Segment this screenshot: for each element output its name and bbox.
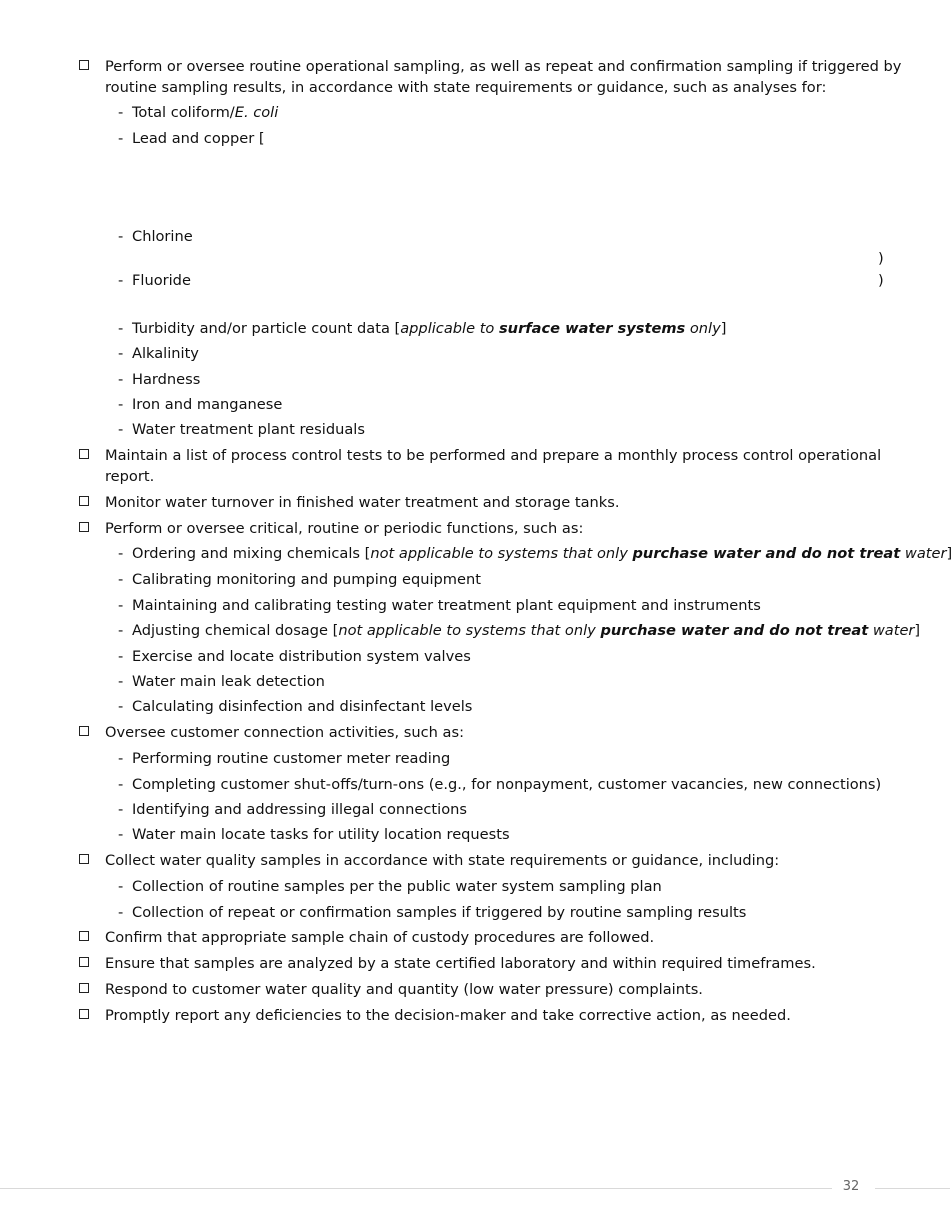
sub-item-alkalinity-text: Alkalinity bbox=[132, 345, 199, 362]
sub-item-illegal bbox=[118, 800, 467, 820]
sub-item-calibrating bbox=[118, 570, 481, 590]
sub-item-dosage bbox=[118, 621, 920, 641]
checkbox-customer-connection[interactable] bbox=[79, 726, 89, 736]
sub-item-repeat-samples bbox=[118, 903, 746, 923]
sub-item-maintaining-text: Maintaining and calibrating testing water treatment plant equipment and instruments bbox=[132, 597, 761, 614]
list-dash: - bbox=[118, 396, 124, 413]
list-dash: - bbox=[118, 673, 124, 690]
checkbox-custody[interactable] bbox=[79, 931, 89, 941]
checkbox-routine-sampling[interactable] bbox=[79, 60, 89, 70]
list-dash: - bbox=[118, 272, 124, 289]
item-lab: Ensure that samples are analyzed by a state certified laboratory and within required timeframes. bbox=[105, 955, 816, 972]
list-dash: - bbox=[118, 320, 124, 337]
list-dash: - bbox=[118, 421, 124, 438]
list-dash: - bbox=[118, 648, 124, 665]
sub-item-turbidity-bracket: ] bbox=[720, 320, 727, 337]
list-dash: - bbox=[118, 228, 124, 245]
item-process-control-line2: report. bbox=[105, 468, 155, 485]
footer-rule-left bbox=[0, 1188, 832, 1189]
sub-item-alkalinity bbox=[118, 344, 199, 364]
sub-item-dosage-note: not applicable to systems that only bbox=[338, 622, 601, 639]
sub-item-illegal-text: Identifying and addressing illegal connections bbox=[132, 801, 467, 818]
item-complaints: Respond to customer water quality and quantity (low water pressure) complaints. bbox=[105, 981, 703, 998]
sub-item-hardness-text: Hardness bbox=[132, 371, 201, 388]
list-dash: - bbox=[118, 371, 124, 388]
closing-paren: ) bbox=[878, 250, 884, 267]
item-deficiencies: Promptly report any deficiencies to the decision-maker and take corrective action, as needed. bbox=[105, 1007, 791, 1024]
sub-item-fluoride-text: Fluoride bbox=[132, 272, 191, 289]
sub-item-valves-text: Exercise and locate distribution system valves bbox=[132, 648, 471, 665]
sub-item-turbidity-emphasis: surface water systems bbox=[499, 320, 686, 337]
item-process-control-line1: Maintain a list of process control tests to be performed and prepare a monthly process control operational bbox=[105, 447, 882, 464]
list-dash: - bbox=[118, 904, 124, 921]
sub-item-chemicals bbox=[118, 544, 952, 564]
item-custody: Confirm that appropriate sample chain of custody procedures are followed. bbox=[105, 929, 655, 946]
sub-item-turbidity-note: applicable to bbox=[400, 320, 499, 337]
checkbox-collect-samples[interactable] bbox=[79, 854, 89, 864]
sub-item-dosage-note-end: water bbox=[868, 622, 915, 639]
sub-item-maintaining bbox=[118, 596, 761, 616]
item-turnover: Monitor water turnover in finished water treatment and storage tanks. bbox=[105, 494, 620, 511]
item-routine-sampling-line2: routine sampling results, in accordance with state requirements or guidance, such as analyses for: bbox=[105, 79, 827, 96]
list-dash: - bbox=[118, 878, 124, 895]
footer-rule-right bbox=[875, 1188, 950, 1189]
sub-item-valves bbox=[118, 647, 471, 667]
list-dash: - bbox=[118, 622, 124, 639]
checkbox-complaints[interactable] bbox=[79, 983, 89, 993]
sub-item-dosage-emphasis: purchase water and do not treat bbox=[600, 622, 869, 639]
checkbox-critical-functions[interactable] bbox=[79, 522, 89, 532]
sub-item-dosage-bracket: ] bbox=[914, 622, 921, 639]
sub-item-leak bbox=[118, 672, 325, 692]
sub-item-iron-text: Iron and manganese bbox=[132, 396, 283, 413]
item-collect-samples: Collect water quality samples in accordance with state requirements or guidance, including: bbox=[105, 852, 780, 869]
list-dash: - bbox=[118, 698, 124, 715]
sub-item-ecoli-text: E. coli bbox=[234, 104, 279, 121]
list-dash: - bbox=[118, 545, 124, 562]
list-dash: - bbox=[118, 826, 124, 843]
sub-item-chemicals-note-end: water bbox=[900, 545, 947, 562]
sub-item-fluoride bbox=[118, 271, 191, 291]
sub-item-leak-text: Water main leak detection bbox=[132, 673, 325, 690]
sub-item-locate-text: Water main locate tasks for utility location requests bbox=[132, 826, 510, 843]
sub-item-lead-copper bbox=[118, 129, 265, 149]
checkbox-lab[interactable] bbox=[79, 957, 89, 967]
list-dash: - bbox=[118, 345, 124, 362]
page-number: 32 bbox=[842, 1179, 860, 1194]
sub-item-repeat-samples-text: Collection of repeat or confirmation samples if triggered by routine sampling results bbox=[132, 904, 747, 921]
sub-item-lead-copper-text: Lead and copper [ bbox=[132, 130, 265, 147]
sub-item-residuals bbox=[118, 420, 365, 440]
sub-item-routine-samples-text: Collection of routine samples per the public water system sampling plan bbox=[132, 878, 662, 895]
sub-item-turbidity-note-end: only bbox=[685, 320, 721, 337]
list-dash: - bbox=[118, 801, 124, 818]
list-dash: - bbox=[118, 597, 124, 614]
sub-item-chemicals-bracket: ] bbox=[946, 545, 952, 562]
sub-item-dosage-text: Adjusting chemical dosage [ bbox=[132, 622, 339, 639]
sub-item-disinfection bbox=[118, 697, 472, 717]
sub-item-iron-manganese bbox=[118, 395, 282, 415]
sub-item-locate bbox=[118, 825, 510, 845]
sub-item-chemicals-text: Ordering and mixing chemicals [ bbox=[132, 545, 371, 562]
sub-item-coliform-text: Total coliform/ bbox=[132, 104, 235, 121]
checkbox-process-control[interactable] bbox=[79, 449, 89, 459]
sub-item-turbidity bbox=[118, 319, 726, 339]
sub-item-meter bbox=[118, 749, 450, 769]
list-dash: - bbox=[118, 750, 124, 767]
closing-paren: ) bbox=[878, 272, 884, 289]
sub-item-hardness bbox=[118, 370, 200, 390]
sub-item-chlorine bbox=[118, 227, 193, 247]
sub-item-turbidity-text: Turbidity and/or particle count data [ bbox=[132, 320, 401, 337]
sub-item-shutoffs-text: Completing customer shut-offs/turn-ons (e.g., for nonpayment, customer vacancies, new connections) bbox=[132, 776, 882, 793]
sub-item-calibrating-text: Calibrating monitoring and pumping equipment bbox=[132, 571, 481, 588]
item-critical-functions: Perform or oversee critical, routine or periodic functions, such as: bbox=[105, 520, 584, 537]
list-dash: - bbox=[118, 776, 124, 793]
sub-item-coliform bbox=[118, 103, 278, 123]
sub-item-residuals-text: Water treatment plant residuals bbox=[132, 421, 365, 438]
list-dash: - bbox=[118, 104, 124, 121]
sub-item-chemicals-note: not applicable to systems that only bbox=[370, 545, 633, 562]
checkbox-deficiencies[interactable] bbox=[79, 1009, 89, 1019]
sub-item-chlorine-text: Chlorine bbox=[132, 228, 193, 245]
sub-item-shutoffs bbox=[118, 775, 881, 795]
list-dash: - bbox=[118, 130, 124, 147]
sub-item-routine-samples bbox=[118, 877, 662, 897]
sub-item-disinfection-text: Calculating disinfection and disinfectant levels bbox=[132, 698, 473, 715]
item-customer-connection: Oversee customer connection activities, such as: bbox=[105, 724, 465, 741]
sub-item-meter-text: Performing routine customer meter reading bbox=[132, 750, 451, 767]
checkbox-turnover[interactable] bbox=[79, 496, 89, 506]
list-dash: - bbox=[118, 571, 124, 588]
item-routine-sampling-line1: Perform or oversee routine operational sampling, as well as repeat and confirmation sampling if triggered by bbox=[105, 58, 902, 75]
sub-item-chemicals-emphasis: purchase water and do not treat bbox=[632, 545, 901, 562]
